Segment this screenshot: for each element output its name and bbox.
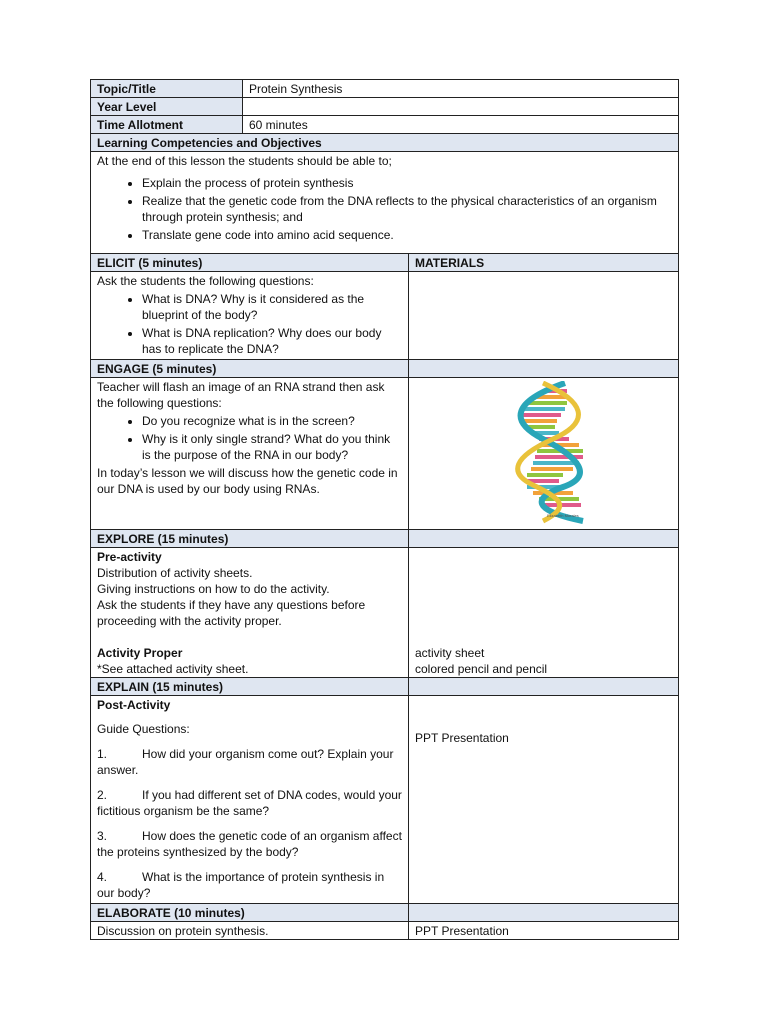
header-table [90,79,679,254]
post-activity-title: Post-Activity [97,698,171,712]
objectives-list [97,175,672,243]
engage-cell [91,378,409,530]
elaborate-material: PPT Presentation [409,922,679,940]
engage-intro: Teacher will flash an image of an RNA strand then ask the following questions: [97,380,385,410]
objective-item: • Translate gene code into amino acid sequence. [142,227,672,243]
pre-activity-line: Ask the students if they have any questions before proceeding with the activity proper. [97,598,366,628]
pre-activity-line: Distribution of activity sheets. [97,566,253,580]
engage-outro: In today’s lesson we will discuss how the genetic code in our DNA is used by our body using RNAs. [97,466,398,496]
objectives-cell [91,152,679,254]
guide-question: 1. How did your organism come out? Explain your answer. [97,747,394,777]
engage-heading: ENGAGE (5 minutes) [91,360,409,378]
time-label: Time Allotment [91,116,243,134]
objective-item: • Explain the process of protein synthesis [142,175,672,191]
topic-label: Topic/Title [91,80,243,98]
materials-heading: MATERIALS [409,254,679,272]
explore-heading: EXPLORE (15 minutes) [91,530,409,548]
elicit-heading: ELICIT (5 minutes) [91,254,409,272]
elicit-cell [91,272,409,360]
explain-materials [409,696,679,904]
engage-materials-heading [409,360,679,378]
material-item: PPT Presentation [415,731,509,745]
explore-cell [91,548,409,678]
explain-materials-heading [409,678,679,696]
objective-item: • Realize that the genetic code from the DNA reflects to the physical characteristics of an organism through protein synthesis; and [142,193,672,225]
objectives-heading: Learning Competencies and Objectives [91,134,679,152]
pre-activity-line: Giving instructions on how to do the activity. [97,582,330,596]
guide-question: 2. If you had different set of DNA codes, would your fictitious organism be the same? [97,788,402,818]
elicit-intro: Ask the students the following questions: [97,274,314,288]
elaborate-heading: ELABORATE (10 minutes) [91,904,409,922]
pre-activity-title: Pre-activity [97,550,162,564]
material-item: colored pencil and pencil [415,662,548,676]
explain-cell [91,696,409,904]
engage-materials [409,378,679,530]
explore-materials-heading [409,530,679,548]
year-label: Year Level [91,98,243,116]
elaborate-text: Discussion on protein synthesis. [91,922,409,940]
explain-heading: EXPLAIN (15 minutes) [91,678,409,696]
activity-proper-title: Activity Proper [97,646,183,660]
elicit-list [97,291,402,357]
topic-value: Protein Synthesis [243,80,679,98]
lesson-plan [90,79,678,940]
elicit-question: • What is DNA replication? Why does our body has to replicate the DNA? [142,325,402,357]
year-value [243,98,679,116]
engage-list [97,413,402,463]
objectives-intro: At the end of this lesson the students should be able to; [97,154,392,168]
guide-question: 3. How does the genetic code of an organism affect the proteins synthesized by the body? [97,829,402,859]
activity-table [90,253,679,940]
engage-question: • Do you recognize what is in the screen? [142,413,402,429]
elaborate-materials-heading [409,904,679,922]
guide-questions-title: Guide Questions: [97,722,190,736]
engage-question: • Why is it only single strand? What do you think is the purpose of the RNA in our body? [142,431,402,463]
time-value: 60 minutes [243,116,679,134]
material-item: activity sheet [415,646,485,660]
activity-proper-note: *See attached activity sheet. [97,662,249,676]
explore-materials [409,548,679,678]
image-caption: Elizabeth Morales [547,513,579,518]
rna-strand-image [503,381,603,527]
guide-question: 4. What is the importance of protein synthesis in our body? [97,870,385,900]
elicit-materials [409,272,679,360]
elicit-question: • What is DNA? Why is it considered as the blueprint of the body? [142,291,402,323]
